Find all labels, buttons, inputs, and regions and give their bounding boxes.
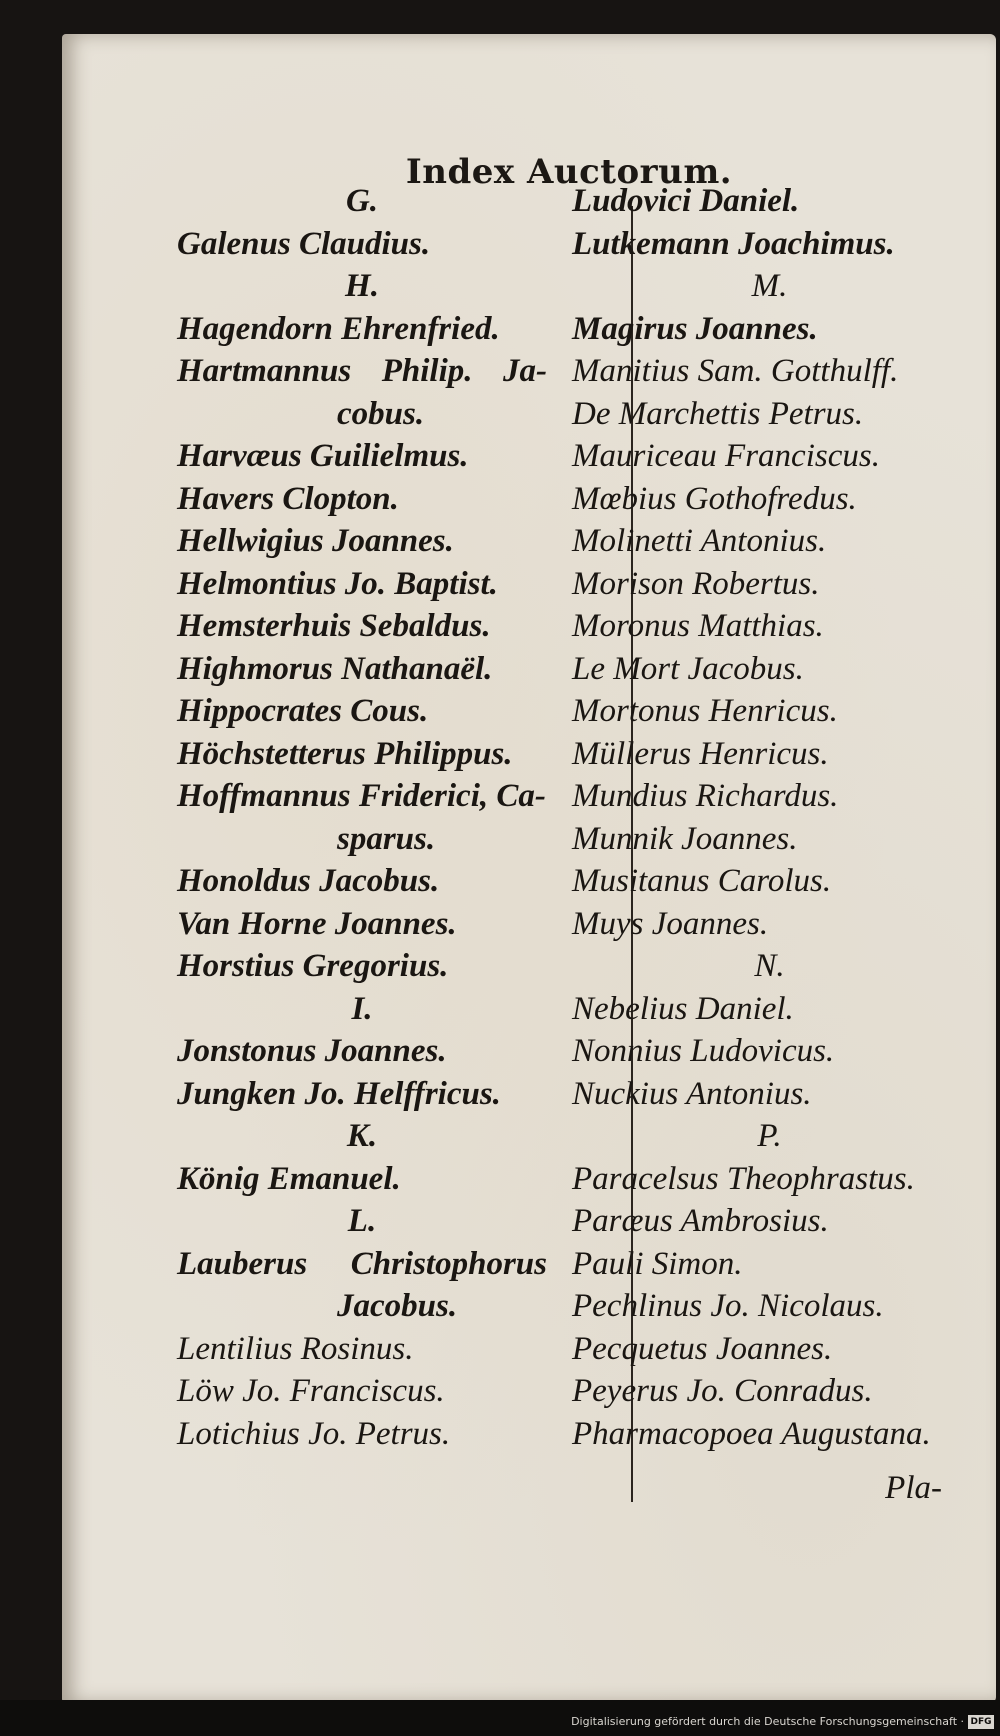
section-letter: L. [347,1203,377,1239]
author-entry: Munnik Joannes. [572,820,798,857]
author-entry: Lauberus Christophorus [177,1245,547,1282]
author-entry: Hoffmannus Friderici, Ca- [177,778,546,814]
author-entry: König Emanuel. [177,1160,401,1197]
section-letter: N. [754,948,785,984]
author-entry: Müllerus Henricus. [572,735,829,772]
author-entry: Peyerus Jo. Conradus. [572,1373,873,1409]
author-entry: Galenus Claudius. [177,225,431,262]
section-letter: M. [751,268,788,304]
author-entry: Le Mort Jacobus. [572,650,804,687]
author-entry: Lotichius Jo. Petrus. [177,1415,451,1452]
funding-credit: Digitalisierung gefördert durch die Deutsche Forschungsgemeinschaft · [571,1715,964,1728]
author-entry: Jungken Jo. Helffricus. [177,1075,501,1112]
author-entry: Pechlinus Jo. Nicolaus. [572,1288,884,1324]
entry-continuation: sparus. [337,820,436,857]
author-entry: Pauli Simon. [572,1245,743,1282]
author-entry: Paracelsus Theophrastus. [572,1160,915,1197]
author-entry: Höchstetterus Philippus. [177,735,513,772]
author-entry: Hippocrates Cous. [177,693,429,729]
author-entry: Magirus Joannes. [572,310,818,347]
author-entry: Nebelius Daniel. [572,990,794,1027]
right-column [572,180,967,1455]
author-entry: Honoldus Jacobus. [177,863,440,899]
author-entry: Molinetti Antonius. [572,523,827,559]
author-entry: Van Horne Joannes. [177,905,457,942]
author-entry: Helmontius Jo. Baptist. [177,565,498,602]
author-entry: Löw Jo. Franciscus. [177,1373,445,1409]
section-letter: K. [346,1118,378,1154]
author-entry: Mauriceau Franciscus. [572,438,880,474]
catchword: Pla- [885,1470,942,1506]
author-entry: Morison Robertus. [572,565,820,602]
author-entry: Jonstonus Joannes. [177,1033,447,1069]
author-entry: Mœbius Gothofredus. [572,480,857,517]
author-entry: Harvæus Guilielmus. [177,438,469,474]
author-entry: Paræus Ambrosius. [572,1203,829,1239]
author-entry: Hellwigius Joannes. [177,523,454,559]
author-entry: Musitanus Carolus. [572,863,832,899]
author-entry: Lutkemann Joachimus. [572,225,895,262]
author-entry: Muys Joannes. [572,905,769,942]
author-entry: Lentilius Rosinus. [177,1330,414,1367]
section-letter: H. [345,268,379,304]
author-entry: Havers Clopton. [177,480,399,517]
author-entry: De Marchettis Petrus. [572,395,864,432]
author-entry: Pharmacopoea Augustana. [572,1415,931,1452]
index-heading-text: Index Auctorum. [405,152,733,192]
author-entry: Mortonus Henricus. [572,693,838,729]
author-entry: Moronus Matthias. [572,608,824,644]
author-entry: Mundius Richardus. [572,778,839,814]
entry-continuation: Jacobus. [337,1288,458,1324]
author-entry: Pecquetus Joannes. [572,1330,833,1367]
section-letter: P. [757,1118,782,1154]
entry-continuation: cobus. [337,395,425,432]
author-entry: Nonnius Ludovicus. [572,1033,835,1069]
dfg-logo: DFG [968,1715,994,1729]
author-entry: Hagendorn Ehrenfried. [177,310,500,347]
author-entry: Highmorus Nathanaël. [177,650,493,687]
author-entry: Nuckius Antonius. [572,1075,812,1112]
section-letter: I. [351,990,373,1027]
author-entry: Manitius Sam. Gotthulff. [572,353,899,389]
section-letter: G. [345,183,379,219]
author-entry: Ludovici Daniel. [572,183,800,219]
left-column [177,180,547,1455]
author-entry: Horstius Gregorius. [177,948,449,984]
author-entry: Hemsterhuis Sebaldus. [177,608,491,644]
author-entry: Hartmannus Philip. Ja- [177,353,547,389]
